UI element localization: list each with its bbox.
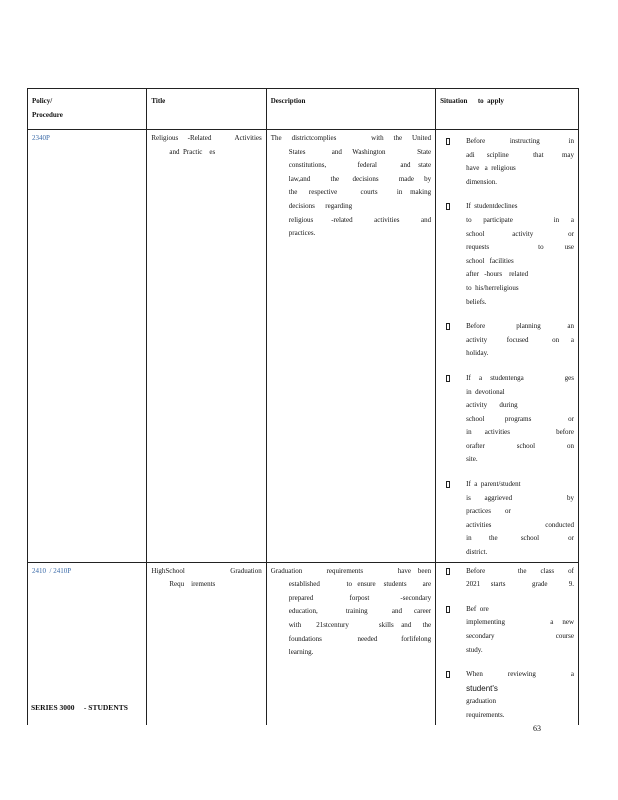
situation-line: site. [466, 455, 478, 464]
table-row [28, 130, 579, 563]
policy-title-line: Requ irements [169, 580, 216, 589]
situation-line: If a studentenga ges [466, 373, 574, 382]
description-line: Graduation requirements have been [270, 566, 432, 575]
situation-line: study. [466, 645, 483, 654]
header-policy-line-1: Policy/ [32, 97, 53, 105]
situation-line: district. [466, 548, 488, 557]
checkbox-bullet-icon [446, 568, 450, 575]
policy-title-line: and Practic es [169, 147, 216, 156]
policy-title-cell [147, 130, 266, 563]
situation-line: beliefs. [466, 297, 487, 306]
header-policy [28, 89, 147, 130]
list-item [460, 135, 574, 189]
situation-line: If a parent/student [466, 480, 521, 489]
header-policy-line-2: Procedure [32, 110, 63, 119]
situation-line: Before planning an [466, 322, 574, 331]
situation-line: to participate in a [466, 215, 574, 224]
policy-code-cell [28, 562, 147, 724]
list-item [460, 200, 574, 309]
header-row [28, 89, 579, 130]
situation-line: school facilities [466, 256, 514, 265]
situation-line: practices or [466, 507, 511, 516]
checkbox-bullet-icon [446, 203, 450, 210]
list-item [460, 565, 574, 592]
situation-line: requests to use [466, 243, 574, 252]
description-line: foundations needed forlifelong [288, 634, 432, 643]
situation-line: student's [466, 683, 498, 693]
situation-line: requirements. [466, 710, 505, 719]
description-line: prepared forpost -secondary [288, 593, 432, 602]
situation-cell [436, 130, 579, 563]
situation-line: is aggrieved by [466, 493, 574, 502]
situation-line: school programs or [466, 414, 574, 423]
list-item [460, 478, 574, 560]
situation-line: Before instructing in [466, 137, 574, 145]
situation-line: after -hours related [466, 270, 529, 279]
situation-line: in activities before [466, 428, 574, 437]
situation-line: Before the class of [466, 566, 574, 575]
description-line: decisions regarding [288, 201, 353, 210]
description-line: States and Washington State [288, 147, 432, 156]
situation-line: adi scipline that may [466, 150, 574, 159]
checkbox-bullet-icon [446, 481, 450, 488]
situation-line: holiday. [466, 349, 489, 358]
policy-code: 2410 / 2410P [32, 566, 72, 575]
situation-line: graduation [466, 697, 497, 706]
policy-title-line: HighSchool Graduation [151, 566, 262, 575]
situation-line: When reviewing a [466, 670, 574, 679]
policy-title-cell [147, 562, 266, 724]
checkbox-bullet-icon [446, 138, 450, 145]
header-title: Title [147, 89, 266, 130]
description-line: practices. [288, 229, 316, 238]
description-line: established to ensure students are [288, 580, 432, 589]
situation-line: secondary course [466, 632, 574, 640]
situation-line: 2021 starts grade 9. [466, 580, 574, 589]
checkbox-bullet-icon [446, 375, 450, 382]
description-line: The districtcomplies with the United [270, 134, 432, 142]
description-line: learning. [288, 648, 314, 657]
policy-code-cell [28, 130, 147, 563]
description-line: with 21stcentury skills and the [288, 621, 432, 629]
checkbox-bullet-icon [446, 323, 450, 330]
policy-table [27, 88, 579, 725]
situation-line: If studentdeclines [466, 202, 518, 211]
situation-line: have a religious [466, 164, 516, 173]
description-line: education, training and career [288, 607, 432, 616]
situation-line: orafter school on [466, 441, 574, 450]
policy-title-line: Religious -Related Activities [151, 134, 262, 142]
situation-list [440, 565, 574, 723]
list-item [460, 603, 574, 657]
table-row [28, 562, 579, 724]
policy-code: 2340P [32, 134, 50, 142]
situation-line: activities conducted [466, 520, 574, 529]
situation-line: in the school or [466, 534, 574, 543]
page-number: 63 [533, 724, 541, 733]
situation-line: Bef ore [466, 604, 489, 613]
situation-line: activity during [466, 401, 518, 410]
policy-description-cell [266, 130, 435, 563]
situation-line: school activity or [466, 229, 574, 238]
description-line: law,and the decisions made by [288, 174, 432, 183]
situation-line: in devotional [466, 387, 505, 396]
footer-series: SERIES 3000 - STUDENTS [31, 703, 128, 712]
list-item [460, 668, 574, 722]
list-item [460, 372, 574, 467]
policy-description-cell [266, 562, 435, 724]
description-line: the respective courts in making [288, 188, 432, 197]
list-item [460, 320, 574, 361]
header-situation: Situation to apply [436, 89, 579, 130]
situation-list [440, 135, 574, 560]
description-line: religious -related activities and [288, 215, 432, 224]
checkbox-bullet-icon [446, 671, 450, 678]
description-line: constitutions, federal and state [288, 161, 432, 170]
situation-line: to his/herreligious [466, 283, 519, 292]
header-description: Description [266, 89, 435, 130]
situation-cell [436, 562, 579, 724]
checkbox-bullet-icon [446, 606, 450, 613]
situation-line: dimension. [466, 177, 498, 186]
situation-line: implementing a new [466, 618, 574, 627]
situation-line: activity focused on a [466, 335, 574, 344]
